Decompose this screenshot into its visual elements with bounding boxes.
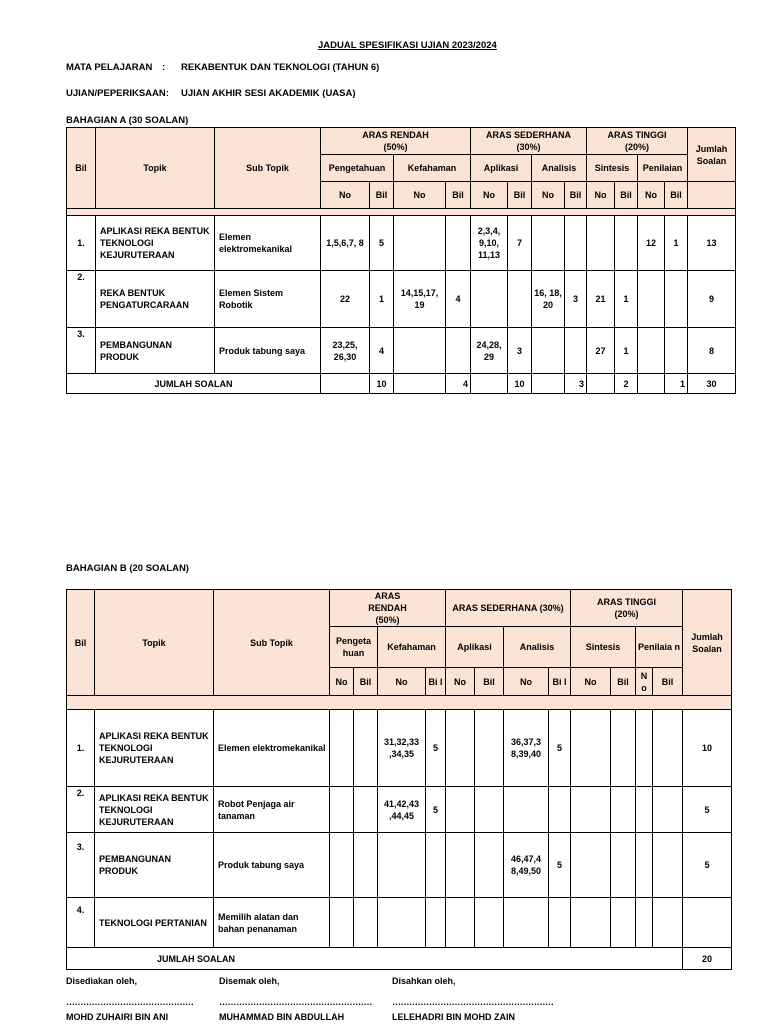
section-b-title: BAHAGIAN B (20 SOALAN) [66,563,189,574]
cell-pengetahuan-bil: 4 [370,328,394,374]
cell-analisis-no [532,328,565,374]
cell-kefahaman-bil: 5 [426,710,446,787]
cell-empty [330,833,354,898]
cell-empty [653,833,683,898]
cell-empty [636,833,653,898]
cell-analisis-no [504,787,549,833]
table-row [67,898,732,948]
header-no: No [378,668,426,696]
cell-jumlah: 8 [688,328,736,374]
header-bil-col: Bi l [549,668,571,696]
header-bil-col: Bil [615,182,638,209]
row-bil: 1. [67,216,96,271]
header-bil: Bil [67,590,95,696]
header-no: No [638,182,665,209]
cell-penilaian-no: 12 [638,216,665,271]
total-sintesis-bil: 2 [615,374,638,394]
total-label: JUMLAH SOALAN [67,948,683,970]
cell-empty [611,787,636,833]
header-no: No [587,182,615,209]
cell-pengetahuan-bil: 1 [370,271,394,328]
cell-kefahaman-no [394,216,446,271]
cell-empty [330,710,354,787]
signature-name-checked: MUHAMMAD BIN ABDULLAH [219,1012,345,1022]
header-no: No [571,668,611,696]
cell-empty [475,710,504,787]
cell-aplikasi-bil: 7 [508,216,532,271]
subject-value: REKABENTUK DAN TEKNOLOGI (TAHUN 6) [181,62,380,73]
header-pengetahuan: Pengetahuan [321,155,394,182]
cell-sintesis-no: 27 [587,328,615,374]
cell-empty [653,710,683,787]
table-row [67,271,736,328]
cell-empty [611,898,636,948]
signature-name-prepared: MOHD ZUHAIRI BIN ANI [66,1012,169,1022]
total-jumlah: 20 [683,948,732,970]
header-bil-col: Bil [354,668,378,696]
row-subtopik: Elemen elektromekanikal [214,710,330,787]
header-topik: Topik [95,590,214,696]
cell-empty [611,710,636,787]
cell-penilaian-no [638,271,665,328]
cell-empty [446,898,475,948]
cell-kefahaman-no: 14,15,17, 19 [394,271,446,328]
cell-analisis-no: 36,37,3 8,39,40 [504,710,549,787]
cell-jumlah [683,898,732,948]
total-empty [587,374,615,394]
cell-empty [571,833,611,898]
header-no: No [446,668,475,696]
header-aplikasi: Aplikasi [471,155,532,182]
total-pengetahuan-bil: 10 [370,374,394,394]
header-sintesis: Sintesis [587,155,638,182]
header-spacer [67,209,736,216]
row-topik: APLIKASI REKA BENTUK TEKNOLOGI KEJURUTERAAN [95,710,214,787]
signature-role-approved: Disahkan oleh, [392,976,456,986]
cell-kefahaman-no [378,898,426,948]
header-analisis: Analisis [504,627,571,668]
signature-role-checked: Disemak oleh, [219,976,280,986]
cell-analisis-no [504,898,549,948]
header-topik: Topik [96,128,215,209]
exam-label: UJIAN/PEPERIKSAAN: [66,88,169,99]
cell-analisis-no [532,216,565,271]
cell-kefahaman-bil: 4 [446,271,471,328]
total-row [67,948,732,970]
total-row [67,374,736,394]
total-analisis-bil: 3 [565,374,587,394]
cell-penilaian-bil: 1 [665,216,688,271]
cell-kefahaman-bil [446,328,471,374]
row-subtopik: Produk tabung saya [214,833,330,898]
header-jumlah: Jumlah Soalan [683,590,732,696]
cell-empty [330,787,354,833]
row-subtopik: Elemen Sistem Robotik [215,271,321,328]
header-aras-rendah: ARAS RENDAH (50%) [330,590,446,627]
header-no: N o [636,668,653,696]
header-bil-col: Bil [446,182,471,209]
cell-empty [571,710,611,787]
cell-analisis-bil [549,787,571,833]
cell-empty [611,833,636,898]
total-kefahaman-bil: 4 [446,374,471,394]
row-subtopik: Elemen elektromekanikal [215,216,321,271]
header-pengetahuan: Pengeta huan [330,627,378,668]
cell-empty [446,833,475,898]
cell-pengetahuan-bil: 5 [370,216,394,271]
header-subtopik: Sub Topik [215,128,321,209]
header-aras-tinggi: ARAS TINGGI (20%) [587,128,688,155]
table-row [67,710,732,787]
total-empty [471,374,508,394]
header-jumlah: Jumlah Soalan [688,128,736,182]
header-no: No [330,668,354,696]
cell-analisis-bil: 5 [549,710,571,787]
cell-aplikasi-no: 2,3,4, 9,10, 11,13 [471,216,508,271]
cell-kefahaman-no [394,328,446,374]
row-bil: 2. [67,787,95,833]
cell-empty [475,833,504,898]
header-subtopik: Sub Topik [214,590,330,696]
cell-aplikasi-bil: 3 [508,328,532,374]
cell-pengetahuan-no: 23,25, 26,30 [321,328,370,374]
total-empty [394,374,446,394]
cell-empty [330,898,354,948]
signature-name-approved: LELEHADRI BIN MOHD ZAIN [392,1012,515,1022]
row-bil: 3. [67,328,96,374]
document-title: JADUAL SPESIFIKASI UJIAN 2023/2024 [318,40,497,51]
header-bil-col: Bil [611,668,636,696]
exam-value: UJIAN AKHIR SESI AKADEMIK (UASA) [181,88,356,99]
row-topik: APLIKASI REKA BENTUK TEKNOLOGI KEJURUTERAAN [96,216,215,271]
cell-kefahaman-bil [446,216,471,271]
table-row [67,328,736,374]
header-aras-sederhana: ARAS SEDERHANA (30%) [471,128,587,155]
cell-jumlah: 10 [683,710,732,787]
signature-line-approved: ………………………………………………… [392,997,554,1007]
cell-empty [354,833,378,898]
cell-analisis-bil [565,216,587,271]
cell-empty [636,710,653,787]
cell-sintesis-bil: 1 [615,271,638,328]
cell-kefahaman-bil: 5 [426,787,446,833]
subject-colon: : [162,62,166,73]
cell-analisis-bil [565,328,587,374]
cell-analisis-no: 16, 18, 20 [532,271,565,328]
signature-line-prepared: ……………………………………… [66,997,194,1007]
cell-sintesis-no [587,216,615,271]
row-subtopik: Produk tabung saya [215,328,321,374]
cell-aplikasi-no: 24,28, 29 [471,328,508,374]
cell-empty [653,787,683,833]
header-no: No [321,182,370,209]
cell-penilaian-bil [665,271,688,328]
cell-empty [354,710,378,787]
section-a-title: BAHAGIAN A (30 SOALAN) [66,115,189,126]
cell-aplikasi-bil [508,271,532,328]
cell-jumlah: 5 [683,787,732,833]
row-topik: REKA BENTUK PENGATURCARAAN [96,271,215,328]
cell-kefahaman-bil [426,833,446,898]
header-bil-col: Bi l [426,668,446,696]
header-spacer [67,696,732,710]
row-bil: 3. [67,833,95,898]
section-a-table [66,127,736,394]
header-no: No [532,182,565,209]
cell-jumlah: 5 [683,833,732,898]
header-bil-col: Bil [565,182,587,209]
row-topik: APLIKASI REKA BENTUK TEKNOLOGI KEJURUTERAAN [95,787,214,833]
signature-line-checked: ……………………………………………… [219,997,372,1007]
cell-penilaian-no [638,328,665,374]
section-b-table [66,589,732,970]
cell-kefahaman-no: 31,32,33 ,34,35 [378,710,426,787]
table-row [67,787,732,833]
header-empty [688,182,736,209]
header-aras-tinggi: ARAS TINGGI (20%) [571,590,683,627]
cell-empty [571,898,611,948]
cell-sintesis-bil [615,216,638,271]
cell-empty [475,787,504,833]
header-aras-sederhana: ARAS SEDERHANA (30%) [446,590,571,627]
cell-pengetahuan-no: 22 [321,271,370,328]
row-bil: 2. [67,271,96,328]
row-subtopik: Memilih alatan dan bahan penanaman [214,898,330,948]
total-label: JUMLAH SOALAN [67,374,321,394]
header-bil-col: Bil [370,182,394,209]
row-topik: PEMBANGUNAN PRODUK [96,328,215,374]
header-aplikasi: Aplikasi [446,627,504,668]
signature-role-prepared: Disediakan oleh, [66,976,138,986]
cell-pengetahuan-no: 1,5,6,7, 8 [321,216,370,271]
cell-empty [475,898,504,948]
header-sintesis: Sintesis [571,627,636,668]
cell-jumlah: 13 [688,216,736,271]
table-row [67,216,736,271]
header-bil: Bil [67,128,96,209]
cell-empty [354,898,378,948]
cell-analisis-no: 46,47,4 8,49,50 [504,833,549,898]
table-row [67,833,732,898]
header-aras-rendah: ARAS RENDAH (50%) [321,128,471,155]
cell-analisis-bil: 3 [565,271,587,328]
header-no: No [471,182,508,209]
cell-empty [636,787,653,833]
row-topik: PEMBANGUNAN PRODUK [95,833,214,898]
header-kefahaman: Kefahaman [394,155,471,182]
cell-penilaian-bil [665,328,688,374]
row-bil: 1. [67,710,95,787]
header-penilaian: Penilaian [638,155,688,182]
header-bil-col: Bil [665,182,688,209]
cell-empty [653,898,683,948]
cell-empty [446,787,475,833]
subject-label: MATA PELAJARAN [66,62,153,73]
cell-sintesis-no: 21 [587,271,615,328]
cell-sintesis-bil: 1 [615,328,638,374]
header-bil-col: Bil [653,668,683,696]
total-jumlah: 30 [688,374,736,394]
total-empty [638,374,665,394]
total-empty [532,374,565,394]
cell-kefahaman-no [378,833,426,898]
cell-kefahaman-no: 41,42,43 ,44,45 [378,787,426,833]
header-bil-col: Bil [508,182,532,209]
cell-empty [571,787,611,833]
cell-empty [354,787,378,833]
row-subtopik: Robot Penjaga air tanaman [214,787,330,833]
total-penilaian-bil: 1 [665,374,688,394]
cell-aplikasi-no [471,271,508,328]
header-kefahaman: Kefahaman [378,627,446,668]
total-aplikasi-bil: 10 [508,374,532,394]
header-no: No [504,668,549,696]
cell-kefahaman-bil [426,898,446,948]
cell-jumlah: 9 [688,271,736,328]
cell-empty [446,710,475,787]
header-bil-col: Bil [475,668,504,696]
row-bil: 4. [67,898,95,948]
cell-empty [636,898,653,948]
header-analisis: Analisis [532,155,587,182]
header-no: No [394,182,446,209]
row-topik: TEKNOLOGI PERTANIAN [95,898,214,948]
cell-analisis-bil [549,898,571,948]
header-penilaian: Penilaia n [636,627,683,668]
total-empty [321,374,370,394]
cell-analisis-bil: 5 [549,833,571,898]
